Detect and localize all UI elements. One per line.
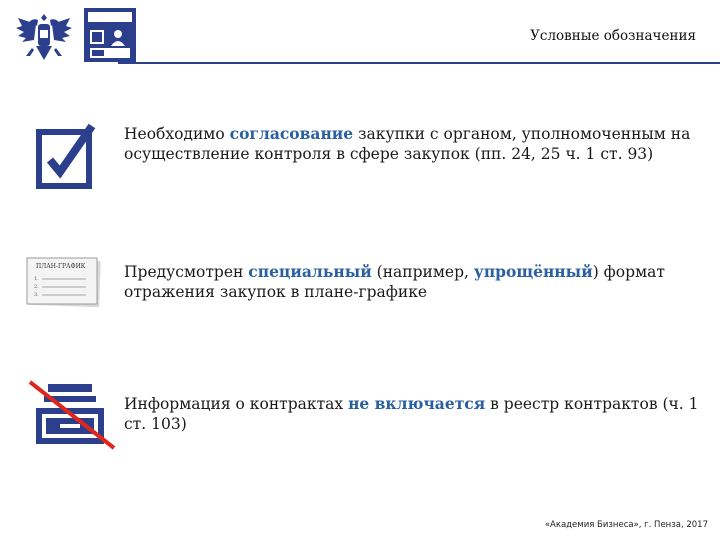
text-fragment: закупки с органом, уполномоченным на осуществление контроля в сфере закупок (пп. 24, 25 ч. 1 ст. 93) [124, 125, 691, 163]
legend-text-approval [124, 124, 704, 164]
text-fragment: Информация о контрактах [124, 395, 349, 413]
page-title: Условные обозначения [530, 28, 696, 44]
plan-doc-title: ПЛАН-ГРАФИК [36, 263, 86, 270]
legend-item-registry [0, 372, 720, 452]
legend-text-registry [124, 394, 704, 434]
plan-document-icon [26, 256, 102, 308]
text-fragment: в реестр контрактов (ч. 1 ст. 103) [124, 395, 699, 433]
text-fragment: Предусмотрен [124, 263, 249, 281]
highlighted-term: не включается [348, 394, 486, 413]
highlighted-term: специальный [248, 262, 372, 281]
text-fragment: (например, [371, 263, 474, 281]
checkbox-checked-icon [36, 122, 98, 192]
svg-text:1.: 1. [34, 276, 39, 282]
legend-text-plan [124, 262, 704, 302]
text-fragment: ) формат отражения закупок в плане-графике [124, 263, 665, 301]
svg-text:3.: 3. [34, 292, 39, 298]
shop-kiosk-icon [82, 6, 138, 64]
slide-header [0, 0, 720, 72]
footer-caption: «Академия Бизнеса», г. Пенза, 2017 [544, 520, 708, 530]
text-fragment: Необходимо [124, 125, 230, 143]
highlighted-term: согласование [229, 124, 354, 143]
registry-tray-crossed-icon [24, 376, 120, 452]
eagle-emblem-icon [12, 8, 76, 66]
legend-item-plan [0, 246, 720, 316]
svg-text:2.: 2. [34, 284, 39, 290]
highlighted-term: упрощённый [473, 262, 593, 281]
header-divider [118, 62, 720, 64]
legend-item-approval [0, 112, 720, 192]
